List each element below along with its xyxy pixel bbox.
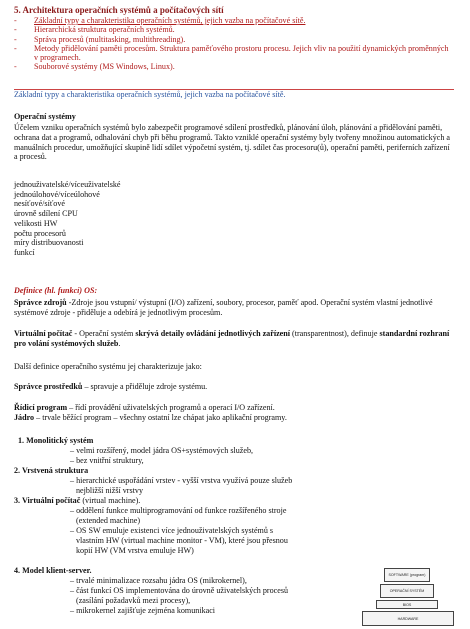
topic-item xyxy=(14,25,454,34)
os-layer: OPERAČNÍ SYSTÉM xyxy=(380,584,434,598)
os-type-2-label: 2. Vrstvená struktura xyxy=(14,466,89,475)
software-layer: SOFTWARE (program) xyxy=(384,568,430,582)
topic-item xyxy=(14,35,454,44)
virtual-mid: - Operační systém xyxy=(72,329,136,338)
os-section-title: Operační systémy xyxy=(14,112,76,121)
os-type-4-item: – mikrokernel zajišťuje zejména komunikaci xyxy=(70,606,216,615)
topic-list xyxy=(14,16,454,72)
topic-item xyxy=(14,62,454,71)
topic-item-text: Správa procesů (multitasking, multithreading). xyxy=(34,34,186,44)
os-type-3-item: – OS SW emuluje existenci více jednouživatelských systémů s xyxy=(70,526,274,535)
os-type-3-item: (extended machine) xyxy=(76,516,141,525)
list-item: funkcí xyxy=(14,247,35,257)
ridici-term: Řídicí program xyxy=(14,403,68,412)
ridici-text: – řídí provádění uživatelských programů a operací I/O zařízení. xyxy=(67,403,275,412)
sp-term: Správce prostředků xyxy=(14,382,83,391)
os-type-1-label: 1. Monolitický systém xyxy=(18,436,94,445)
jadro-paragraph xyxy=(14,413,454,423)
list-item: míry distribuovanosti xyxy=(14,238,84,248)
topic-item xyxy=(14,44,454,63)
virtual-text2: (transparentnost), definuje xyxy=(290,329,380,338)
virtual-paragraph xyxy=(14,329,454,349)
subheading: Základní typy a charakteristika operačních systémů, jejich vazba na počítačové sítě. xyxy=(14,90,286,99)
virtual-end: . xyxy=(118,338,121,348)
os-type-4-label: 4. Model klient-server. xyxy=(14,566,92,575)
spravce-term: Správce zdrojů xyxy=(14,298,67,307)
os-type-3-item: vlastním HW (virtual machine monitor - VM), které jsou přesnou xyxy=(76,536,288,545)
list-item: jednoúlohové/víceúlohové xyxy=(14,189,100,199)
os-type-2-item: – hierarchické uspořádání vrstev - vyšší vrstva využívá pouze služeb xyxy=(70,476,293,485)
list-item: velikosti HW xyxy=(14,218,58,228)
dalsi-paragraph: Další definice operačního systému jej charakterizuje jako: xyxy=(14,362,202,371)
topic-item xyxy=(14,16,454,25)
spravce-paragraph xyxy=(14,298,454,318)
definitions-title: Definice (hl. funkcí) OS: xyxy=(14,286,98,295)
os-section-body: Účelem vzniku operačních systémů bylo zabezpečit programové sdílení prostředků, plánování úloh, plánování a přidělování paměti, ochrana dat a programů, odhalování chyb při běhu programů. Takto vzniklé operační systémy byly tvořeny množinou automatických a manuálních procedur, umožňující skupině lidí sdílet výpočetní systém, tj. sdílet čas procesoru(ů), operační paměti, periferních zařízení a procesů. xyxy=(14,123,450,162)
os-type-4-item: – část funkcí OS implementována do úrovně uživatelských procesů xyxy=(70,586,289,595)
os-type-3-line xyxy=(14,496,140,506)
virtual-bold: skrývá detaily ovládání jednotlivých zařízení xyxy=(135,329,291,338)
topic-item-text: Souborové systémy (MS Windows, Linux). xyxy=(34,62,175,72)
list-item: úrovně sdílení CPU xyxy=(14,209,78,219)
os-type-2-item: nejbližší nižší vrstvy xyxy=(76,486,143,495)
bios-layer: BIOS xyxy=(376,600,438,609)
list-item: nesíťové/síťové xyxy=(14,199,65,209)
jadro-term: Jádro xyxy=(14,413,35,422)
virtual-term: Virtuální počítač xyxy=(14,329,73,338)
os-type-4-item: (zasílání požadavků mezi procesy), xyxy=(76,596,191,605)
spravce-text: -Zdroje jsou vstupní/ výstupní (I/O) zařízení, soubory, procesor, paměť apod. Operační systém vlastní jednotlivé systémové zdroje - přiděluje a odebírá je jednotlivým procesům. xyxy=(14,298,433,317)
list-item: jednouživatelské/víceuživatelské xyxy=(14,180,121,189)
os-type-3-label: 3. Virtuální počítač xyxy=(14,496,81,505)
ridici-paragraph xyxy=(14,403,454,413)
section-heading: 5. Architektura operačních systémů a počítačových sítí xyxy=(14,5,224,15)
os-type-1-item: – bez vnitřní struktury, xyxy=(70,456,144,465)
os-type-3-item: kopií HW (VM vrstva emuluje HW) xyxy=(76,546,194,555)
topic-item-text: Základní typy a charakteristika operačních systémů, jejich vazba na počítačové sítě. xyxy=(34,16,306,25)
os-type-3-suffix: (virtual machine). xyxy=(80,496,141,505)
os-type-3-item: – oddělení funkce multiprogramování od funkce rozšířeného stroje xyxy=(70,506,287,515)
hardware-layer: HARDWARE xyxy=(362,611,454,626)
os-type-1-item: – velmi rozšířený, model jádra OS+systémových služeb, xyxy=(70,446,254,455)
topic-item-text: Metody přidělování paměti procesům. Struktura paměťového prostoru procesu. Jejich vliv na použití dynamických proměnných v programech. xyxy=(34,43,449,63)
sp-paragraph xyxy=(14,382,454,392)
virtual-bold2: standardní rozhraní pro volání systémových služeb xyxy=(14,329,450,348)
sp-text: – spravuje a přiděluje zdroje systému. xyxy=(82,382,208,391)
list-item: počtu procesorů xyxy=(14,228,66,238)
os-types-list xyxy=(14,180,121,258)
jadro-text: – trvale běžící program – všechny ostatní lze chápat jako aplikační programy. xyxy=(34,413,287,422)
os-type-4-item: – trvalé minimalizace rozsahu jádra OS (mikrokernel), xyxy=(70,576,247,585)
os-layer-diagram xyxy=(358,566,458,628)
topic-item-text: Hierarchická struktura operačních systémů. xyxy=(34,25,175,35)
